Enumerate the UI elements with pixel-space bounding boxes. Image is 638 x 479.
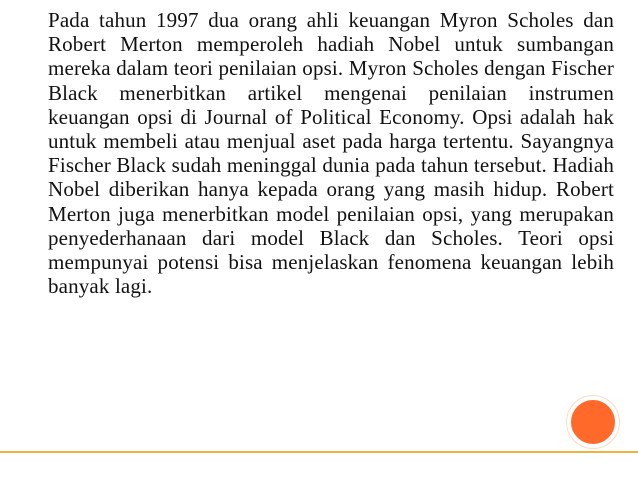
bottom-divider xyxy=(0,451,638,453)
paragraph-text: Pada tahun 1997 dua orang ahli keuangan Myron Scholes dan Robert Merton memperoleh hadiah Nobel untuk sumbangan mereka dalam teori penilaian opsi. Myron Scholes dengan Fischer Black menerbitkan artikel mengenai penilaian instrumen keuangan opsi di Journal of Political Economy. Opsi adalah hak untuk membeli atau menjual aset pada harga tertentu. Sayangnya Fischer Black sudah meninggal dunia pada tahun tersebut. Hadiah Nobel diberikan hanya kepada orang yang masih hidup. Robert Merton juga menerbitkan model penilaian opsi, yang merupakan penyederhanaan dari model Black dan Scholes. Teori opsi mempunyai potensi bisa menjelaskan fenomena keuangan lebih banyak lagi. xyxy=(48,8,614,299)
content-area xyxy=(14,8,614,298)
decorative-circle-icon xyxy=(567,396,619,448)
